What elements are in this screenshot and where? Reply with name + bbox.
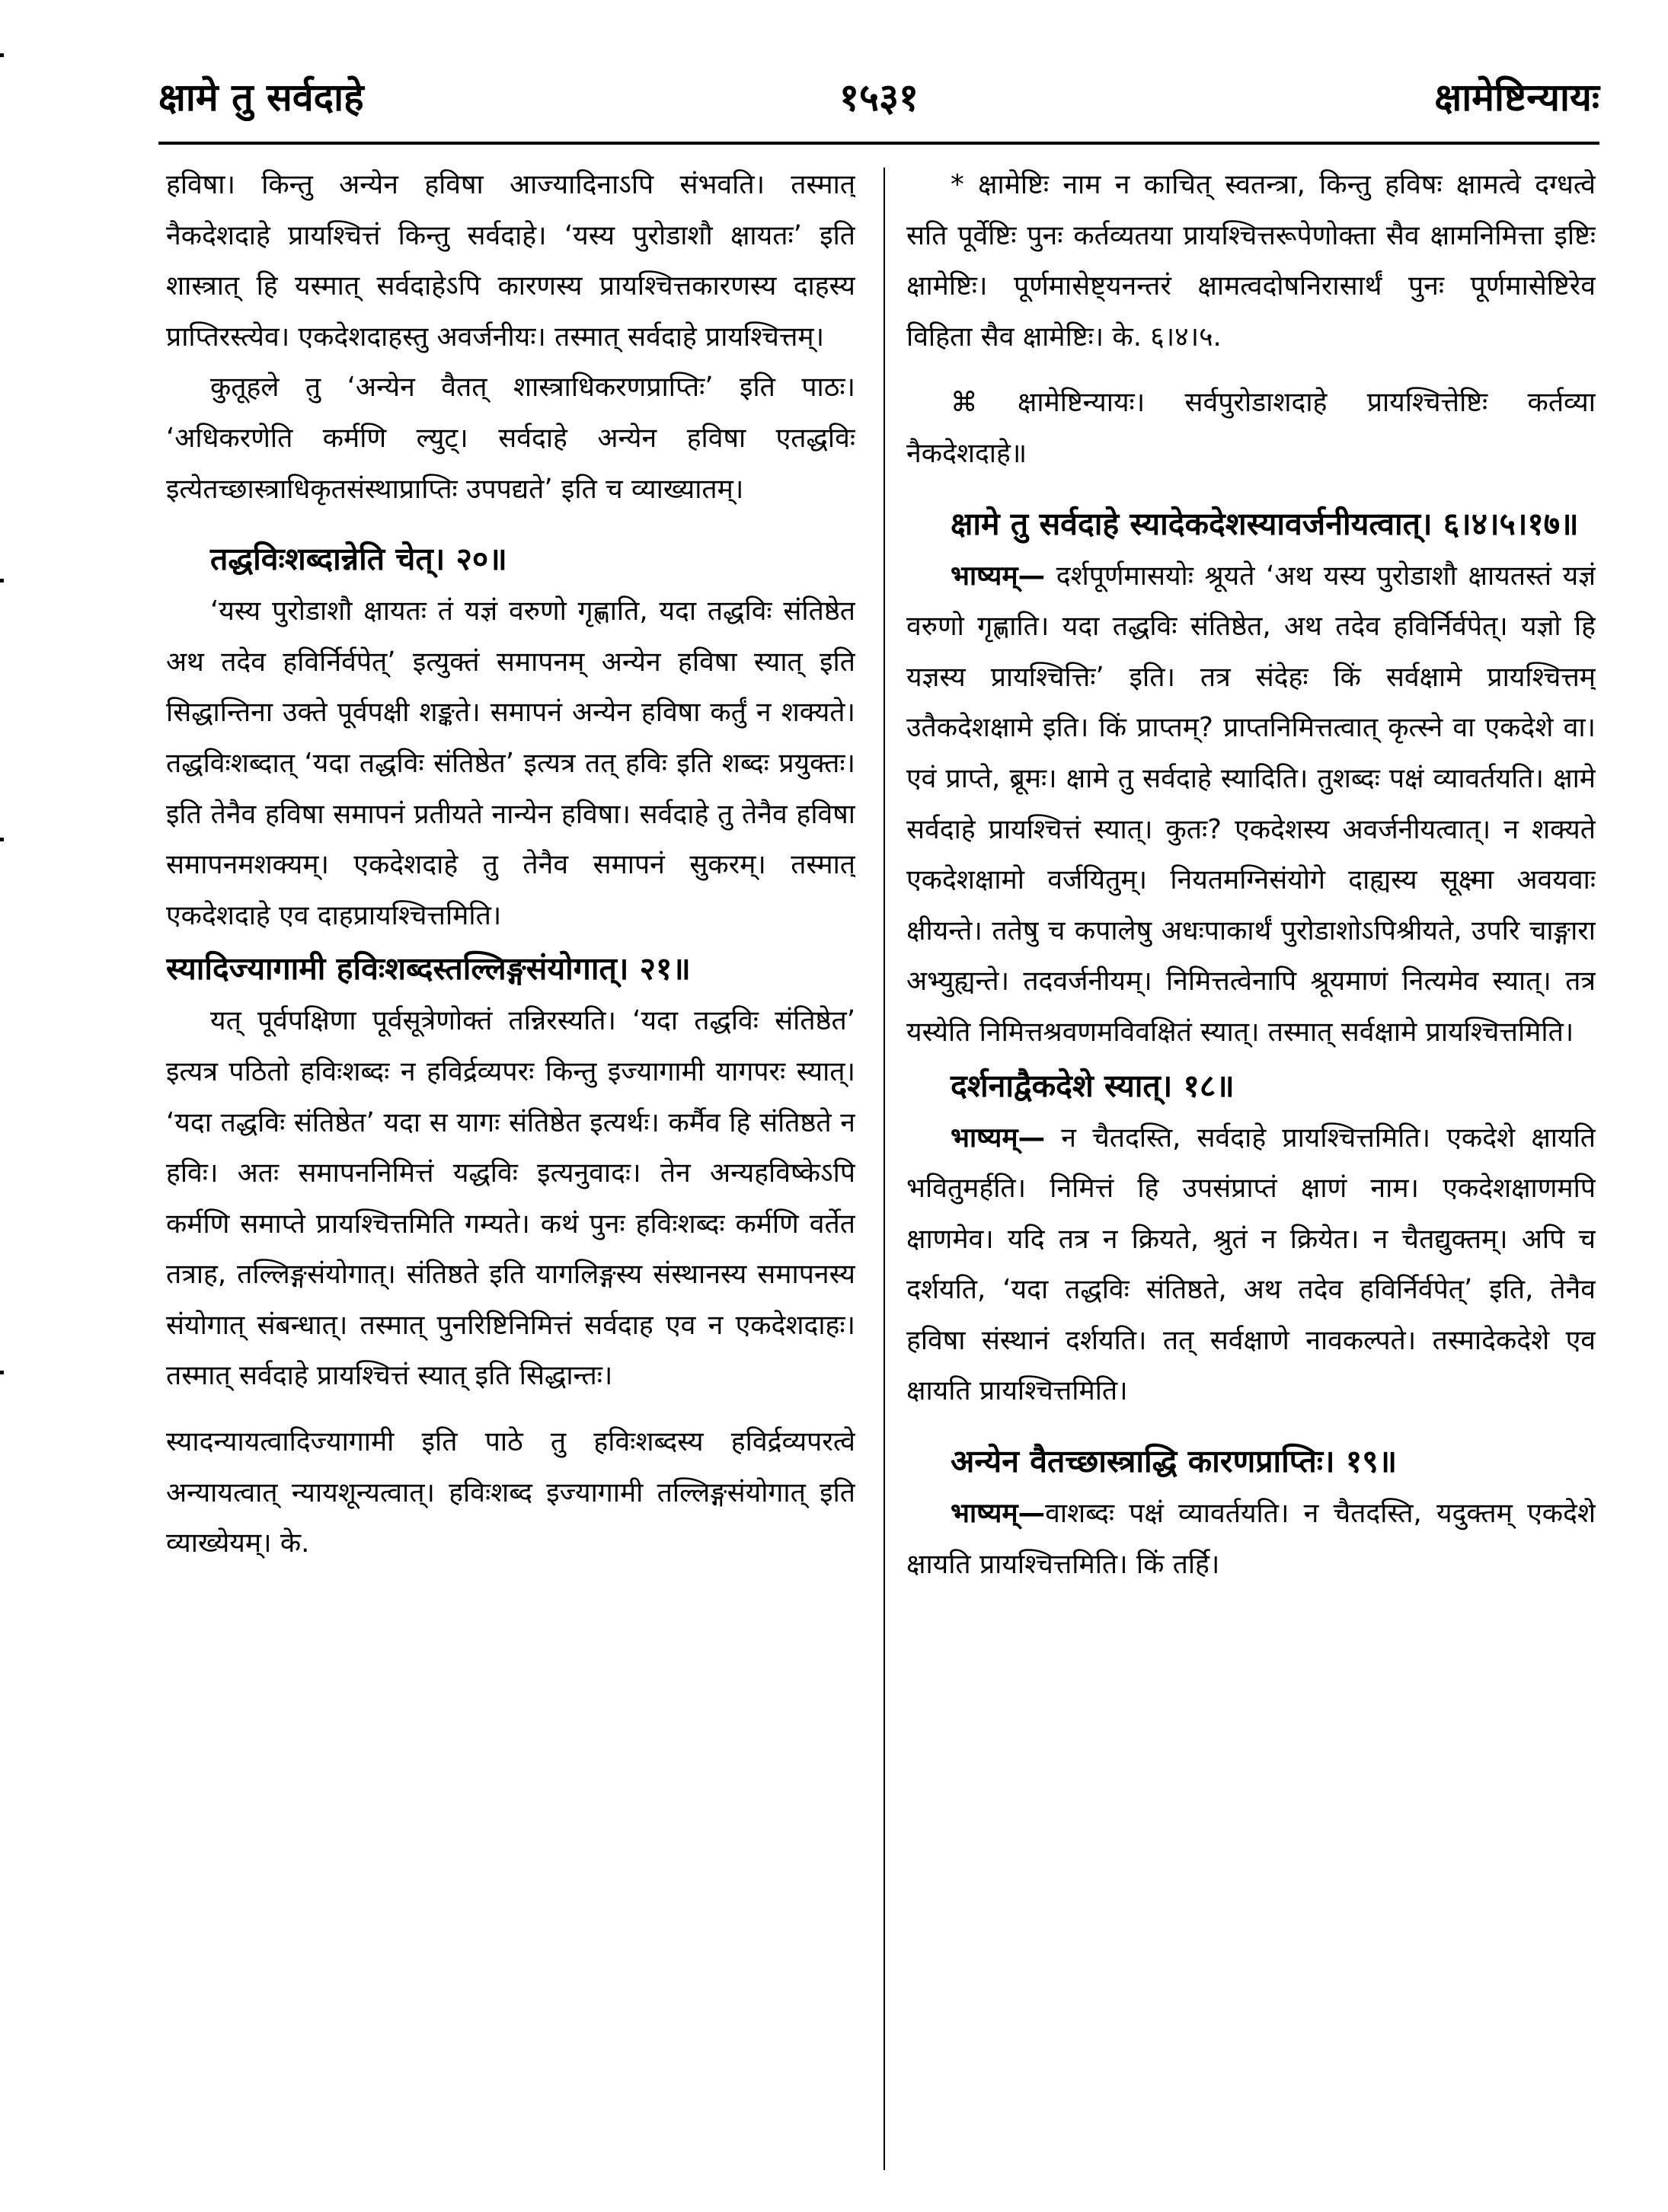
right-column [906, 160, 1596, 2185]
footnote-paragraph: * क्षामेष्टिः नाम न काचित् स्वतन्त्रा, किन्तु हविषः क्षामत्वे दग्धत्वे सति पूर्वेष्टिः पुनः कर्तव्यतया प्रायश्चित्तरूपेणोक्ता सैव क्षामनिमित्ता इष्टिः क्षामेष्टिः। पूर्णमासेष्ट्यनन्तरं क्षामत्वदोषनिरासार्थं पुनः पूर्णमासेष्टिरेव विहिता सैव क्षामेष्टिः। के. ६।४।५. [906, 169, 1596, 353]
bhashya-paragraph [906, 1489, 1596, 1590]
bhashya-paragraph [906, 551, 1596, 1058]
paragraph: हविषा। किन्तु अन्येन हविषा आज्यादिनाऽपि संभवति। तस्मात् नैकदेशदाहे प्रायश्चित्तं किन्तु सर्वदाहे। ‘यस्य पुरोडाशौ क्षायतः’ इति शास्त्रात् हि यस्मात् सर्वदाहेऽपि कारणस्य प्रायश्चित्तकारणस्य दाहस्य प्राप्तिरस्त्येव। एकदेशदाहस्तु अवर्जनीयः। तस्मात् सर्वदाहे प्रायश्चित्तम्। [166, 169, 855, 353]
header-rule [158, 142, 1599, 145]
sutra-heading: दर्शनाद्वैकदेशे स्यात्। १८॥ [951, 1067, 1235, 1104]
bhashya-label: भाष्यम्— [951, 1122, 1046, 1154]
bhashya-text: न चैतदस्ति, सर्वदाहे प्रायश्चित्तमिति। एकदेशे क्षायति भवितुमर्हति। निमित्तं हि उपसंप्राप्तं क्षाणं नाम। एकदेशक्षाणमपि क्षाणमेव। यदि तत्र न क्रियते, श्रुतं न क्रियेत। न चैतद्युक्तम्। अपि च दर्शयति, ‘यदा तद्धविः संतिष्ठते, अथ तदेव हविर्निर्वपेत्’ इति, तेनैव हविषा संस्थानं दर्शयति। तत् सर्वक्षाणे नावकल्पते। तस्मादेकदेशे एव क्षायति प्रायश्चित्तमिति। [906, 1122, 1596, 1407]
scan-mark [0, 838, 4, 841]
sutra-heading: तद्धविःशब्दान्नेति चेत्। २०॥ [210, 541, 507, 578]
bhashya-paragraph [906, 1113, 1596, 1418]
scan-mark [0, 1371, 4, 1374]
bhashya-label: भाष्यम्— [951, 560, 1046, 592]
running-head-right: क्षामेष्टिन्यायः [1434, 75, 1599, 120]
paragraph: स्यादन्यायत्वादिज्यागामी इति पाठे तु हविःशब्दस्य हविर्द्रव्यपरत्वे अन्यायत्वात् न्यायशून्यत्वात्। हविःशब्द इज्यागामी तल्लिङ्गसंयोगात् इति व्याख्येयम्। के. [166, 1426, 855, 1559]
paragraph: ‘यस्य पुरोडाशौ क्षायतः तं यज्ञं वरुणो गृह्णाति, यदा तद्धविः संतिष्ठेत अथ तदेव हविर्निर्वपेत्’ इत्युक्तं समापनम् अन्येन हविषा स्यात् इति सिद्धान्तिना उक्ते पूर्वपक्षी शङ्कते। समापनं अन्येन हविषा कर्तुं न शक्यते। तद्धविःशब्दात् ‘यदा तद्धविः संतिष्ठेत’ इत्यत्र तत् हविः इति शब्दः प्रयुक्तः। इति तेनैव हविषा समापनं प्रतीयते नान्येन हविषा। सर्वदाहे तु तेनैव हविषा समापनमशक्यम्। एकदेशदाहे तु तेनैव समापनं सुकरम्। तस्मात् एकदेशदाहे एव दाहप्रायश्चित्तमिति। [166, 595, 855, 931]
sutra-heading: क्षामे तु सर्वदाहे स्यादेकदेशस्यावर्जनीयत्वात्। ६।४।५।१७॥ [951, 505, 1579, 542]
paragraph: कुतूहले तु ‘अन्येन वैतत् शास्त्राधिकरणप्राप्तिः’ इति पाठः। ‘अधिकरणेति कर्मणि ल्युट्। सर्वदाहे अन्येन हविषा एतद्धविः इत्येतच्छास्त्राधिकृतसंस्थाप्राप्तिः उपपद्यते’ इति च व्याख्यातम्। [166, 372, 855, 505]
bhashya-text: वाशब्दः पक्षं व्यावर्तयति। न चैतदस्ति, यदुक्तम् एकदेशे क्षायति प्रायश्चित्तमिति। किं तर्हि। [906, 1498, 1596, 1580]
sutra-heading: अन्येन वैतच्छास्त्राद्धि कारणप्राप्तिः। १९॥ [951, 1443, 1398, 1480]
left-column [166, 160, 855, 2185]
column-divider [884, 168, 885, 2170]
page-number: १५३१ [839, 75, 919, 120]
bhashya-text: दर्शपूर्णमासयोः श्रूयते ‘अथ यस्य पुरोडाशौ क्षायतस्तं यज्ञं वरुणो गृह्णाति। यदा तद्धविः संतिष्ठेत, अथ तदेव हविर्निर्वपेत्। यज्ञो हि यज्ञस्य प्रायश्चित्तिः’ इति। तत्र संदेहः किं सर्वक्षामे प्रायश्चित्तम् उतैकदेशक्षामे इति। किं प्राप्तम्? प्राप्तनिमित्तत्वात् कृत्स्ने वा एकदेशे वा। एवं प्राप्ते, ब्रूमः। क्षामे तु सर्वदाहे स्यादिति। तुशब्दः पक्षं व्यावर्तयति। क्षामे सर्वदाहे प्रायश्चित्तं स्यात्। कुतः? एकदेशस्य अवर्जनीयत्वात्। न शक्यते एकदेशक्षामो वर्जयितुम्। नियतमग्निसंयोगे दाह्यस्य सूक्ष्मा अवयवाः क्षीयन्ते। ततेषु च कपालेषु अधःपाकार्थं पुरोडाशोऽपिश्रीयते, उपरि चाङ्गारा अभ्युह्यन्ते। तदवर्जनीयम्। निमित्तत्वेनापि श्रूयमाणं नित्यमेव स्यात्। तत्र यस्येति निमित्तश्रवणमविवक्षितं स्यात्। तस्मात् सर्वक्षामे प्रायश्चित्तमिति। [906, 560, 1596, 1048]
sutra-heading: स्यादिज्यागामी हविःशब्दस्तल्लिङ्गसंयोगात्। २१॥ [166, 950, 691, 988]
page-header [158, 67, 1599, 128]
paragraph: यत् पूर्वपक्षिणा पूर्वसूत्रेणोक्तं तन्निरस्यति। ‘यदा तद्धविः संतिष्ठेत’ इत्यत्र पठितो हविःशब्दः न हविर्द्रव्यपरः किन्तु इज्यागामी यागपरः स्यात्। ‘यदा तद्धविः संतिष्ठेत’ यदा स यागः संतिष्ठेत इत्यर्थः। कर्मैव हि संतिष्ठते न हविः। अतः समापननिमित्तं यद्धविः इत्यनुवादः। तेन अन्यहविष्केऽपि कर्मणि समाप्ते प्रायश्चित्तमिति गम्यते। कथं पुनः हविःशब्दः कर्मणि वर्तेत तत्राह, तल्लिङ्गसंयोगात्। संतिष्ठते इति यागलिङ्गस्य संस्थानस्य समापनस्य संयोगात् संबन्धात्। तस्मात् पुनरिष्टिनिमित्तं सर्वदाह एव न एकदेशदाहः। तस्मात् सर्वदाहे प्रायश्चित्तं स्यात् इति सिद्धान्तः। [166, 1005, 855, 1392]
bhashya-label: भाष्यम्— [951, 1498, 1046, 1530]
scan-mark [0, 53, 4, 57]
scan-mark [0, 579, 4, 583]
running-head-left: क्षामे तु सर्वदाहे [158, 75, 364, 120]
nyaya-summary: ⌘ क्षामेष्टिन्यायः। सर्वपुरोडाशदाहे प्रायश्चित्तेष्टिः कर्तव्या नैकदेशदाहे॥ [906, 387, 1596, 469]
